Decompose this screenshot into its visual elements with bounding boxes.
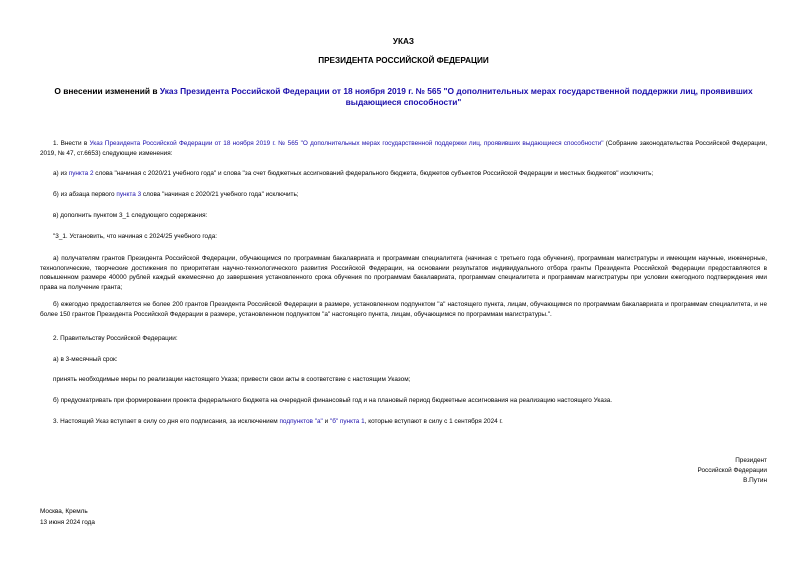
- p2-prefix: а) из: [53, 170, 69, 177]
- title-decree-link[interactable]: Указ Президента Российской Федерации от 18 ноября 2019 г. № 565 "О дополнительных мерах государственной поддержки лиц, проявивших выдающиеся способности": [159, 86, 753, 107]
- paragraph-2a: а) в 3-месячный срок:: [53, 356, 118, 363]
- paragraph-2: 2. Правительству Российской Федерации:: [53, 335, 178, 342]
- signature-block: [698, 456, 768, 486]
- signing-date: 13 июня 2024 года: [40, 519, 95, 526]
- p12-subpoint-a-link[interactable]: подпунктов "а": [279, 418, 323, 425]
- issuer-heading: ПРЕЗИДЕНТА РОССИЙСКОЙ ФЕДЕРАЦИИ: [318, 56, 489, 65]
- place-date-block: [40, 506, 95, 528]
- p3-point-link[interactable]: пункта 3: [116, 191, 142, 198]
- paragraph-3: [40, 417, 767, 427]
- p12-subpoint-b-link[interactable]: "б" пункта 1: [329, 418, 365, 425]
- paragraph-1a: [40, 169, 767, 179]
- paragraph-2a-text: принять необходимые меры по реализации настоящего Указа; привести свои акты в соответствие с настоящим Указом;: [53, 376, 411, 383]
- signing-place: Москва, Кремль: [40, 508, 88, 515]
- p12-prefix: 3. Настоящий Указ вступает в силу со дня его подписания, за исключением: [53, 418, 280, 425]
- title-prefix: О внесении изменений в: [54, 86, 160, 96]
- p1-suffix: (Собрание законодательства Российской Федерации, 2019, № 47, ст.6653) следующие изменения:: [40, 140, 768, 157]
- p1-prefix: 1. Внести в: [53, 140, 90, 147]
- p2-point-link[interactable]: пункта 2: [68, 170, 94, 177]
- p1-decree-link[interactable]: Указ Президента Российской Федерации от 18 ноября 2019 г. № 565 "О дополнительных мерах государственной поддержки лиц, проявивших выдающиеся способности": [89, 140, 604, 147]
- paragraph-1c: в) дополнить пунктом 3_1 следующего содержания:: [53, 212, 208, 219]
- paragraph-1: [40, 139, 767, 158]
- signature-org: Российской Федерации: [697, 467, 767, 474]
- document-type-heading: УКАЗ: [392, 37, 415, 46]
- paragraph-1b: [40, 190, 767, 200]
- p2-suffix: слова "начиная с 2020/21 учебного года" и слова "за счет бюджетных ассигнований федерального бюджета, бюджетов субъектов Российской Федерации и местных бюджетов" исключить;: [93, 170, 654, 177]
- p12-suffix: , которые вступают в силу с 1 сентября 2024 г.: [364, 418, 503, 425]
- signature-position: Президент: [735, 457, 767, 464]
- p3-suffix: слова "начиная с 2020/21 учебного года" исключить;: [141, 191, 299, 198]
- p12-mid: и: [322, 418, 330, 425]
- document-title: [40, 86, 767, 108]
- paragraph-3-1: "3_1. Установить, что начиная с 2024/25 учебного года:: [53, 233, 218, 240]
- paragraph-2b: б) предусматривать при формировании проекта федерального бюджета на очередной финансовый год и на плановый период бюджетные ассигнования на реализацию настоящего Указа.: [53, 397, 613, 404]
- signature-name: В.Путин: [743, 477, 767, 484]
- paragraph-3-1b: б) ежегодно предоставляется не более 200 грантов Президента Российской Федерации в размере, установленном подпунктом "а" настоящего пункта, лицам, обучающимся по программам бакалавриата и программам специалитета, и не более 150 грантов Президента Российской Федерации в размере, установленном подпунктом "а" настоящего пункта, лицам, обучающимся по программам магистратуры.".: [40, 301, 767, 318]
- p3-prefix: б) из абзаца первого: [53, 191, 117, 198]
- paragraph-3-1a: а) получателям грантов Президента Российской Федерации, обучающимся по программам бакалавриата и программам специалитета (начиная с третьего года обучения), программам магистратуры и имеющим научные, инженерные, технологические, творческие достижения по приоритетам научно-технологического развития Российской Федерации, на основании результатов индивидуального отбора гранты Президента Российской Федерации предоставляются в повышенном размере 40000 рублей каждый ежемесячно до завершения установленного срока обучения по программам бакалавриата, программам специалитета и программам магистратуры при условии ежегодного подтверждения ими права на получение гранта;: [40, 255, 767, 291]
